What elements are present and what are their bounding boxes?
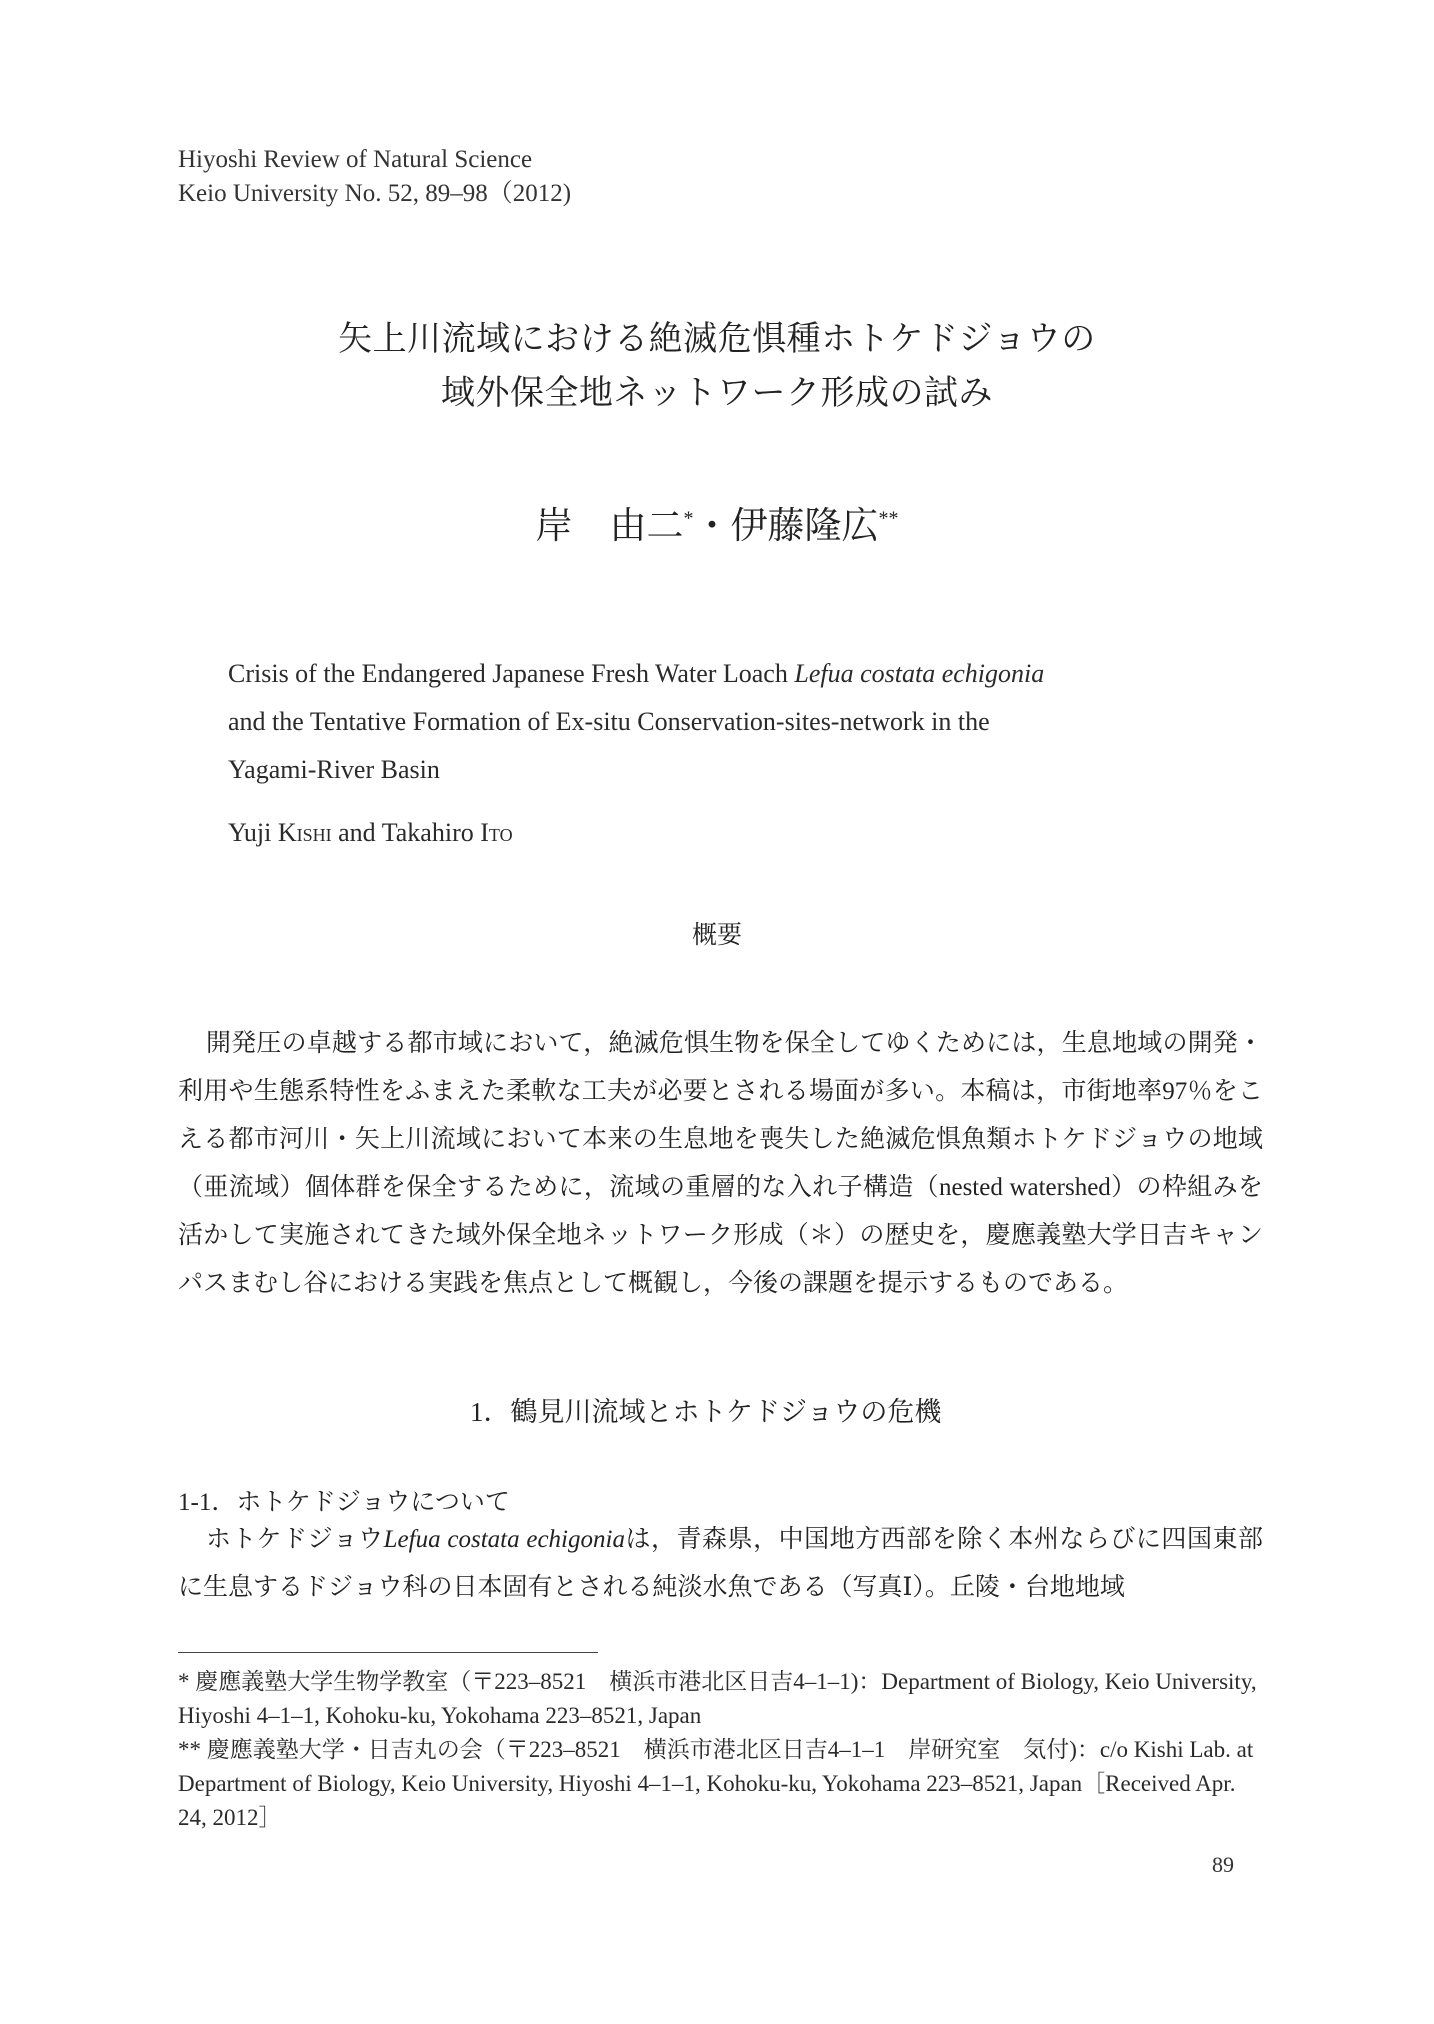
section-body (178, 1516, 1263, 1612)
footnote-rule (178, 1652, 598, 1653)
section-heading: 1．鶴見川流域とホトケドジョウの危機 (470, 1397, 942, 1427)
abstract-paragraph: 開発圧の卓越する都市域において，絶滅危惧生物を保全してゆくためには，生息地域の開発・利用や生態系特性をふまえた柔軟な工夫が必要とされる場面が多い。本稿は，市街地率97％をこえる都市河川・矢上川流域において本来の生息地を喪失した絶滅危惧魚類ホトケドジョウの地域（亜流域）個体群を保全するために，流域の重層的な入れ子構造（nested watershed）の枠組みを活かして実施されてきた域外保全地ネットワーク形成（＊）の歴史を，慶應義塾大学日吉キャンパスまむし谷における実践を焦点として概観し，今後の課題を提示するものである。 (178, 1030, 1263, 1297)
title-line-1: 矢上川流域における絶滅危惧種ホトケドジョウの (338, 319, 1096, 359)
english-title-text-1: Crisis of the Endangered Japanese Fresh Water Loach (228, 659, 795, 688)
body-text-2: は，青森県，中国地方西部を除く本州ならびに四国東部に生息するドジョウ科の日本固有とされる純淡水魚である（写真Ⅰ）。丘陵・台地地域 (178, 1526, 1263, 1601)
english-title-line-1 (228, 650, 1228, 698)
journal-volume: Keio University No. 52, 89–98（2012) (178, 180, 572, 207)
footnote-2: ** 慶應義塾大学・日吉丸の会（〒223–8521 横浜市港北区日吉4–1–1 岸研究室 気付)：c/o Kishi Lab. at Department of Biology, Keio University, Hiyoshi 4–1–1, Kohoku-ku, Yokohama 223–8521, Japan［Received Apr. 24, 2012］ (178, 1737, 1254, 1830)
title-line-2: 域外保全地ネットワーク形成の試み (441, 373, 993, 413)
species-name: Lefua costata echigonia (794, 659, 1045, 688)
english-title-line-3: Yagami-River Basin (228, 755, 440, 784)
english-title (228, 650, 1228, 794)
english-authors (228, 818, 513, 848)
author-separator: ・ (693, 506, 731, 547)
body-text-1: ホトケドジョウ (206, 1526, 384, 1553)
journal-header (178, 143, 571, 211)
author-2: 伊藤隆広 (730, 506, 879, 547)
journal-name: Hiyoshi Review of Natural Science (178, 146, 533, 173)
footnotes (178, 1665, 1263, 1835)
author-1-surname: Kishi (277, 818, 332, 847)
author-2-mark: ** (878, 507, 899, 530)
abstract-body (178, 1020, 1263, 1308)
subsection-heading: 1-1．ホトケドジョウについて (178, 1489, 510, 1516)
abstract-heading: 概要 (691, 922, 742, 949)
japanese-title (0, 312, 1434, 420)
footnote-1: * 慶應義塾大学生物学教室（〒223–8521 横浜市港北区日吉4–1–1)：Department of Biology, Keio University, Hiyoshi 4–1–1, Kohoku-ku, Yokohama 223–8521, Japan (178, 1669, 1257, 1728)
author-1: 岸 由二 (535, 506, 684, 547)
body-paragraph (178, 1516, 1263, 1612)
body-species-name: Lefua costata echigonia (383, 1526, 625, 1553)
japanese-authors (0, 495, 1434, 549)
english-title-line-2: and the Tentative Formation of Ex-situ Conservation-sites-network in the (228, 707, 990, 736)
author-2-surname: Ito (480, 818, 513, 847)
author-1-given: Yuji (228, 818, 278, 847)
author-and: and Takahiro (331, 818, 481, 847)
page-number: 89 (1212, 1852, 1234, 1877)
author-1-mark: * (683, 507, 694, 530)
